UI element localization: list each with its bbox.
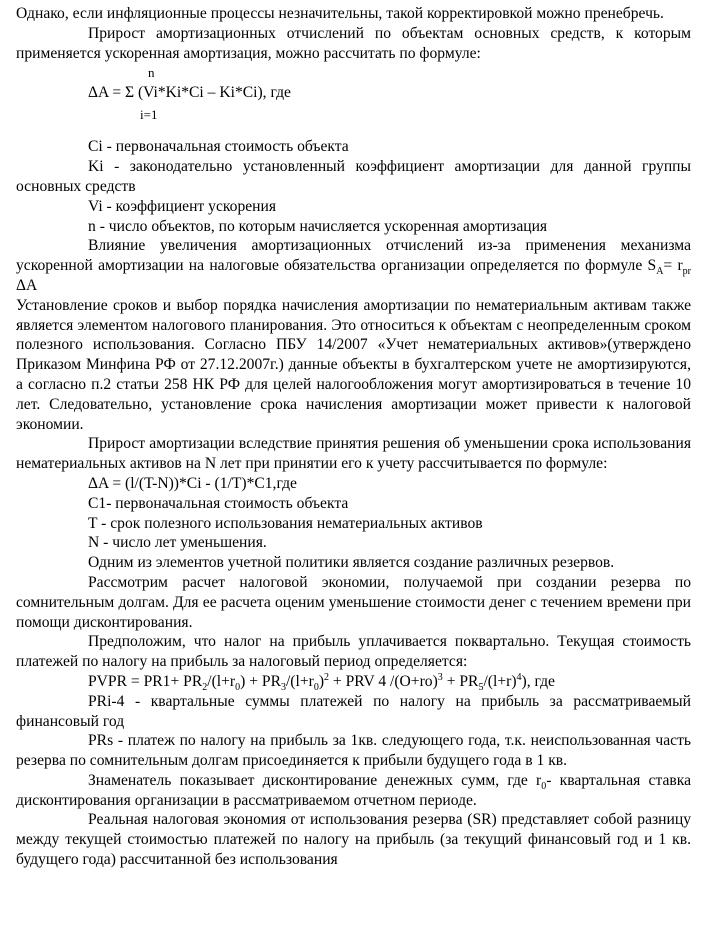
paragraph-text: Знаменатель показывает дисконтирование денежных сумм, где r [88,771,542,789]
sum-upper-limit: n [148,65,155,81]
formula-subscript: 0 [313,682,319,694]
formula-subscript: 0 [541,781,547,792]
formula-subscript: A [656,266,664,278]
definition: T - срок полезного использования нематериальных активов [88,514,483,532]
paragraph: Установление сроков и выбор порядка начисления амортизации по нематериальным активам также является элементом налогового планирования. Это относиться к объектам с неопределенным сроком полезного использования. Согласно ПБУ 14/2007 «Учет нематериальных активов»(утверждено Приказом Минфина РФ от 27.12.2007г.) данные объекты в бухгалтерском учете не амортизируются, а согласно п.2 статьи 258 НК РФ для целей налогообложения могут амортизироваться в течение 10 лет. Следовательно, установление срока начисления амортизации может привести к налоговой экономии. [16,296,691,433]
formula-subscript: pr [682,266,692,278]
formula-text: ΔA [16,276,38,294]
formula-text: = r [663,257,683,275]
paragraph: Одним из элементов учетной политики является создание различных резервов. [88,554,615,572]
paragraph-text: Влияние увеличения амортизационных отчислений из-за применения механизма ускоренной амортизации на налоговые обязательства организации определяется по формуле S [16,237,691,275]
formula-superscript: 4 [516,671,522,683]
formula-text: + PR [442,672,479,690]
paragraph [16,236,691,295]
sum-lower-limit: i=1 [140,107,158,123]
definition: Vi - коэффициент ускорения [88,197,277,215]
formula-text: /(l+r) [483,672,517,690]
definition: PRs - платеж по налогу на прибыль за 1кв. следующего года, т.к. неиспользованная часть резерва по сомнительным долгам присоединяется к прибыли будущего года в 1 кв. [16,732,691,770]
dash: - [546,771,552,789]
paragraph: Рассмотрим расчет налоговой экономии, получаемой при создании резерва по сомнительным долгам. Для ее расчета оценим уменьшение стоимости денег с течением времени при помощи дисконтирования. [16,573,691,631]
formula-text: ), где [521,672,555,690]
formula-subscript: 2 [202,682,208,694]
paragraph: Реальная налоговая экономия от использования резерва (SR) представляет собой разницу между текущей стоимостью платежей по налогу на прибыль (за текущий финансовый год и 1 кв. будущего года) рассчитанной без использования [16,811,691,869]
paragraph [16,771,691,811]
formula-superscript: 2 [324,671,330,683]
paragraph: Прирост амортизационных отчислений по объектам основных средств, к которым применяется ускоренная амортизация, можно рассчитать по формуле: [16,24,691,62]
definition: n - число объектов, по которым начисляется ускоренная амортизация [88,217,548,235]
paragraph: Однако, если инфляционные процессы незначительны, такой корректировкой можно пренебречь. [16,5,664,22]
formula-text: + PRV 4 /(O+ro) [329,672,438,690]
formula-pvpr [16,672,691,692]
formula-text: PVPR = PR1+ PR [88,672,203,690]
paragraph: Прирост амортизации вследствие принятия решения об уменьшении срока использования нематериальных активов на N лет при принятии его к учету рассчитывается по формуле: [16,435,691,473]
formula-subscript: 3 [280,682,286,694]
sum-formula: ΔA = Σ (Vi*Ki*Ci – Ki*Ci), где [88,84,291,102]
definition: N - число лет уменьшения. [88,534,267,552]
formula-text: ) [318,672,325,690]
paragraph-text: квартальная ставка дисконтирования организации в рассматриваемом отчетном периоде. [16,771,692,809]
formula-subscript: 5 [478,682,484,694]
formula-text: /(l+r [285,672,314,690]
formula-text: /(l+r [207,672,236,690]
formula-superscript: 3 [437,671,443,683]
formula-subscript: 0 [235,682,241,694]
definition: Ki - законодательно установленный коэффициент амортизации для данной группы основных средств [16,158,691,195]
definition: PRi-4 - квартальные суммы платежей по налогу на прибыль за рассматриваемый финансовый год [16,692,691,730]
formula-sum [88,63,691,127]
definition: Ci - первоначальная стоимость объекта [88,138,349,156]
definition: C1- первоначальная стоимость объекта [88,494,349,512]
formula-line: ΔA = (l/(T-N))*Ci - (1/T)*C1,где [88,474,297,492]
paragraph: Предположим, что налог на прибыль уплачивается поквартально. Текущая стоимость платежей по налогу на прибыль за налоговый период определяется: [16,633,691,671]
formula-text: ) + PR [240,672,281,690]
